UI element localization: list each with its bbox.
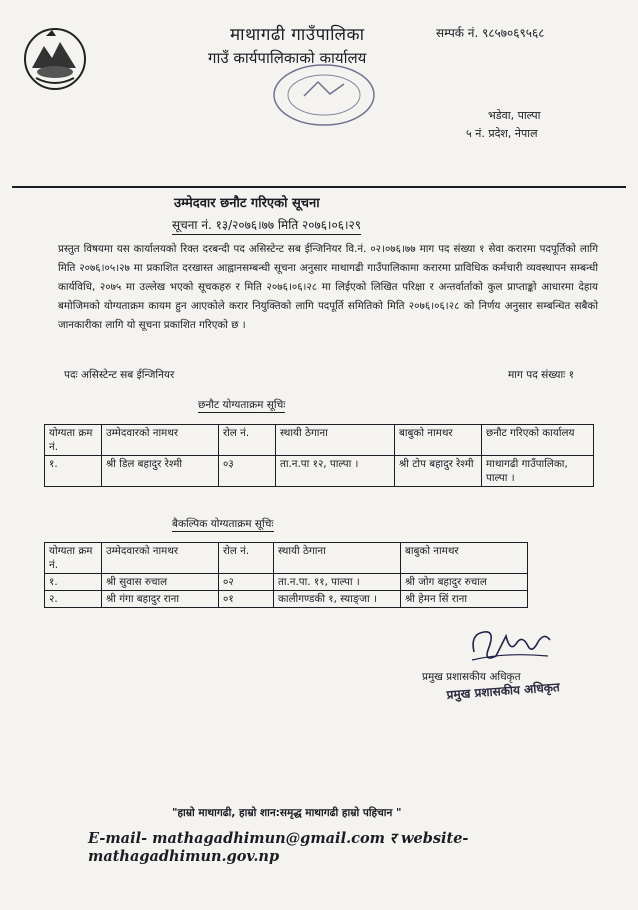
- address-line-2: ५ नं. प्रदेश, नेपाल: [466, 127, 538, 140]
- notice-title: उम्मेदवार छनौट गरिएको सूचना: [174, 196, 320, 211]
- header-divider: [12, 186, 626, 188]
- table-cell: श्री जोग बहादुर रुचाल: [401, 574, 528, 591]
- table-cell: श्री सुवास रुचाल: [102, 574, 219, 591]
- header-cell: बाबुको नामथर: [401, 543, 528, 574]
- table-cell: १.: [45, 574, 102, 591]
- header-cell: रोल नं.: [219, 425, 276, 456]
- header-cell: स्थायी ठेगाना: [276, 425, 395, 456]
- selected-list-title: छनौट योग्यताक्रम सूचिः: [198, 399, 286, 411]
- table-cell: ०३: [219, 456, 276, 487]
- officer-title: प्रमुख प्रशासकीय अधिकृत: [422, 671, 521, 683]
- contact-number: सम्पर्क नं. ९८५७०६९५६८: [436, 26, 545, 40]
- table-header-row: [45, 425, 594, 456]
- table-header-row: [45, 543, 528, 574]
- header-cell: उम्मेदवारको नामथर: [102, 425, 219, 456]
- demand-count: माग पद संख्याः १: [508, 369, 575, 381]
- alternate-list-title: बैकल्पिक योग्यताक्रम सूचिः: [172, 518, 274, 530]
- office-name: माथागढी गाउँपालिका: [230, 25, 365, 45]
- table-row: [45, 591, 528, 608]
- table-cell: २.: [45, 591, 102, 608]
- table-cell: ०२: [219, 574, 274, 591]
- table-cell: १.: [45, 456, 102, 487]
- table-cell: श्री हेमन सिं राना: [401, 591, 528, 608]
- footer-contact: E-mail- mathagadhimun@gmail.com र website- mathagadhimun.gov.np: [88, 830, 469, 865]
- table-cell: श्री डिल बहादुर रेश्मी: [102, 456, 219, 487]
- officer-stamp: प्रमुख प्रशासकीय अधिकृत: [446, 680, 561, 702]
- government-emblem: [22, 26, 88, 92]
- table-cell: कालीगण्डकी १, स्याङ्जा ।: [274, 591, 401, 608]
- header-cell: योग्यता क्रम नं.: [45, 425, 102, 456]
- header-cell: रोल नं.: [219, 543, 274, 574]
- header-cell: बाबुको नामथर: [395, 425, 482, 456]
- office-subtitle: गाउँ कार्यपालिकाको कार्यालय: [208, 49, 367, 67]
- selected-candidates-table: [44, 424, 594, 487]
- alternate-candidates-table: [44, 542, 528, 608]
- table-cell: श्री टोप बहादुर रेश्मी: [395, 456, 482, 487]
- notice-number: सूचना नं. १३/२०७६।७७ मिति २०७६।०६।२९: [172, 216, 361, 235]
- header-cell: छनौट गरिएको कार्यालय: [482, 425, 594, 456]
- table-cell: श्री गंगा बहादुर राना: [102, 591, 219, 608]
- handwritten-signature: [466, 622, 556, 668]
- header-cell: उम्मेदवारको नामथर: [102, 543, 219, 574]
- notice-body: प्रस्तुत विषयमा यस कार्यालयको रिक्त दरबन्दी पद असिस्टेन्ट सब ईन्जिनियर वि.नं. ०२।०७६।७७ माग पद संख्या १ सेवा करारमा पदपूर्तिको लागि मिति २०७६।०५।२७ मा प्रकाशित दरखास्त आह्वानसम्बन्धी सूचना अनुसार माथागढी गाउँपालिकामा करारमा प्राविधिक कर्मचारी व्यवस्थापन सम्बन्धी कार्यविधि, २०७५ मा उल्लेख भएको सूचकहरु र मिति २०७६।०६।२८ मा लिईएको लिखित परिक्षा र अन्तर्वार्ताको कुल प्राप्ताङ्को आधारमा देहाय बमोजिमको योग्यताक्रम कायम हुन आएकोले करार नियुक्तिको लागि पदपूर्ति समितिको मिति २०७६।०६।२८ को निर्णय अनुसार सम्बन्धित सबैको जानकारीका लागि यो सूचना प्रकाशित गरिएको छ ।: [58, 243, 598, 331]
- header-cell: योग्यता क्रम नं.: [45, 543, 102, 574]
- post-label: पदः असिस्टेन्ट सब ईन्जिनियर: [64, 369, 175, 381]
- footer-slogan: "हाम्रो माथागढी, हाम्रो शान:समृद्ध माथागढी हाम्रो पहिचान ": [172, 807, 402, 819]
- header-cell: स्थायी ठेगाना: [274, 543, 401, 574]
- table-cell: ता.न.पा १२, पाल्पा ।: [276, 456, 395, 487]
- address-line-1: भडेवा, पाल्पा: [488, 109, 541, 122]
- table-row: [45, 456, 594, 487]
- table-row: [45, 574, 528, 591]
- office-stamp: [270, 60, 378, 130]
- table-cell: ता.न.पा. ११, पाल्पा ।: [274, 574, 401, 591]
- table-cell: माथागढी गाउँपालिका, पाल्पा ।: [482, 456, 594, 487]
- table-cell: ०१: [219, 591, 274, 608]
